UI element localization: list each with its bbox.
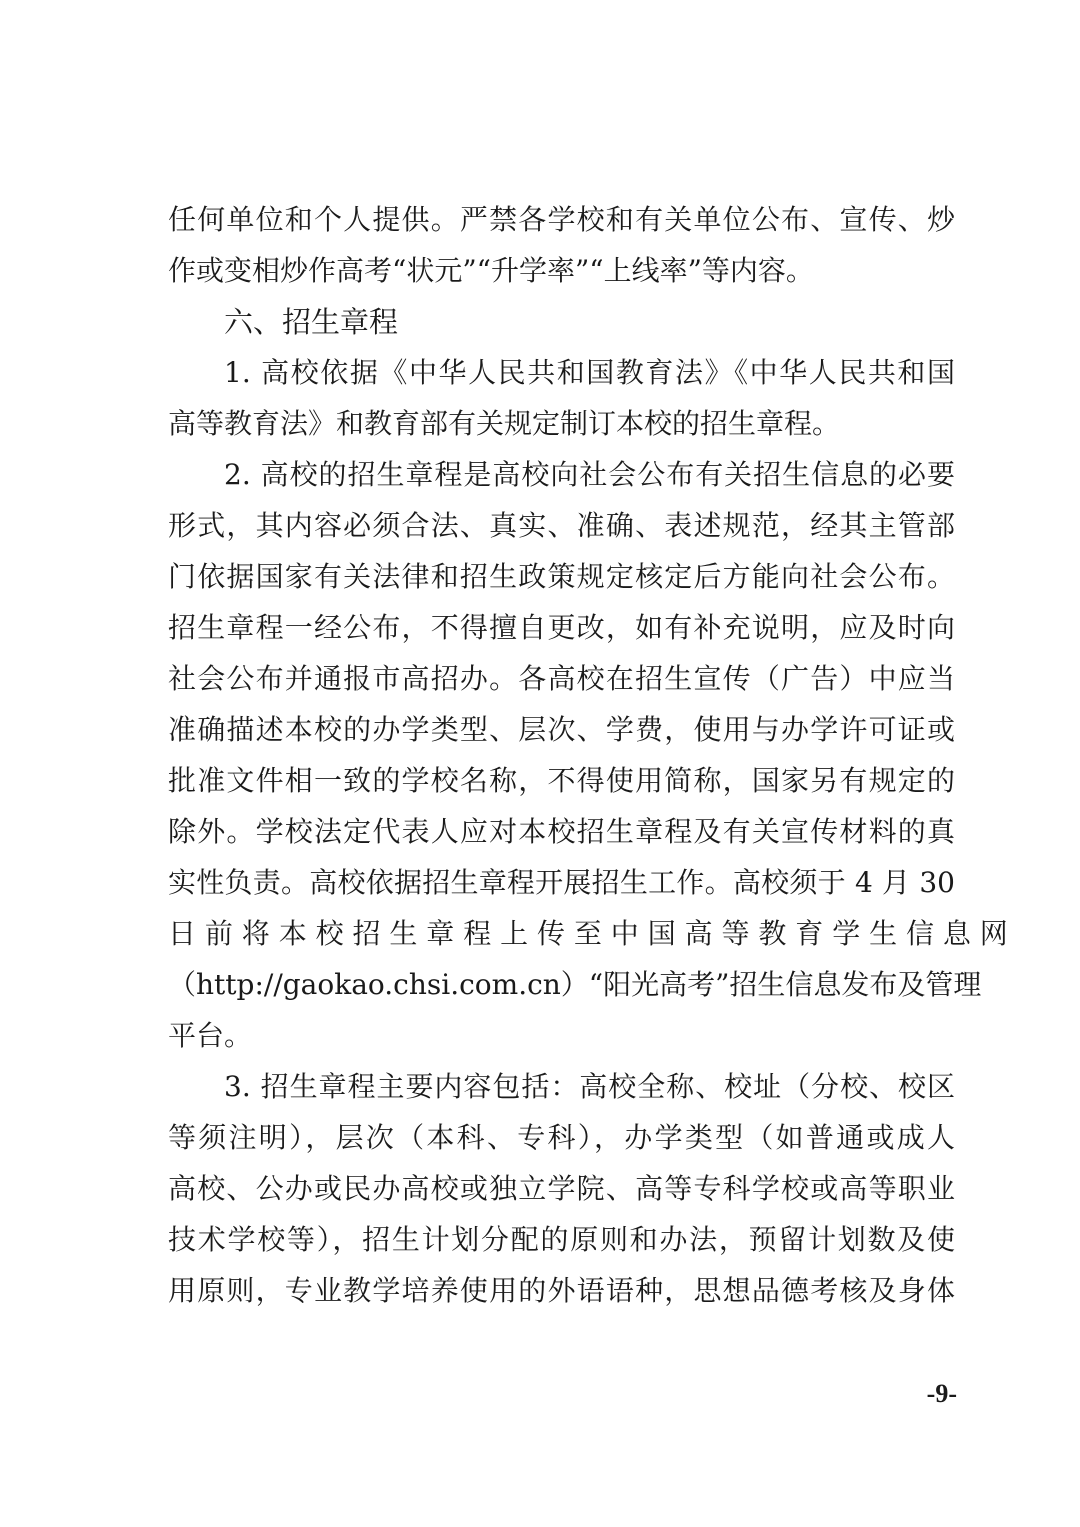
body-text-line: 高等教育法》和教育部有关规定制订本校的招生章程。 [168, 407, 841, 440]
body-text-line: （http://gaokao.chsi.com.cn）“阳光高考”招生信息发布及管理 [168, 968, 982, 1001]
body-text-line: 社会公布并通报市高招办。各高校在招生宣传（广告）中应当 [168, 662, 955, 695]
body-text-line: 平台。 [168, 1019, 253, 1052]
body-text-line: 用原则，专业教学培养使用的外语语种，思想品德考核及身体 [168, 1274, 955, 1307]
body-text-line: 门依据国家有关法律和招生政策规定核定后方能向社会公布。 [168, 560, 955, 593]
body-text-line: 除外。学校法定代表人应对本校招生章程及有关宣传材料的真 [168, 815, 955, 848]
body-text-line: 高校、公办或民办高校或独立学院、高等专科学校或高等职业 [168, 1172, 955, 1205]
body-text-line: 日 前 将 本 校 招 生 章 程 上 传 至 中 国 高 等 教 育 学 生 信 息 网 [168, 917, 1008, 950]
body-text-line: 3. 招生章程主要内容包括：高校全称、校址（分校、校区 [224, 1070, 955, 1103]
body-text-line: 作或变相炒作高考“状元”“升学率”“上线率”等内容。 [168, 254, 814, 287]
section-heading: 六、招生章程 [224, 305, 399, 339]
body-text-line: 形式，其内容必须合法、真实、准确、表述规范，经其主管部 [168, 509, 955, 542]
body-text-line: 任何单位和个人提供。严禁各学校和有关单位公布、宣传、炒 [168, 203, 955, 236]
body-text-line: 批准文件相一致的学校名称，不得使用简称，国家另有规定的 [168, 764, 955, 797]
body-text-line: 实性负责。高校依据招生章程开展招生工作。高校须于 4 月 30 [168, 866, 955, 899]
body-text-line: 技术学校等），招生计划分配的原则和办法，预留计划数及使 [168, 1223, 955, 1256]
page-number: -9- [926, 1379, 957, 1408]
body-text-line: 等须注明），层次（本科、专科），办学类型（如普通或成人 [168, 1121, 955, 1154]
body-text-line: 2. 高校的招生章程是高校向社会公布有关招生信息的必要 [224, 458, 955, 491]
body-text-line: 1. 高校依据《中华人民共和国教育法》《中华人民共和国 [224, 356, 955, 389]
body-text-line: 准确描述本校的办学类型、层次、学费，使用与办学许可证或 [168, 713, 955, 746]
body-text-line: 招生章程一经公布，不得擅自更改，如有补充说明，应及时向 [168, 611, 955, 644]
